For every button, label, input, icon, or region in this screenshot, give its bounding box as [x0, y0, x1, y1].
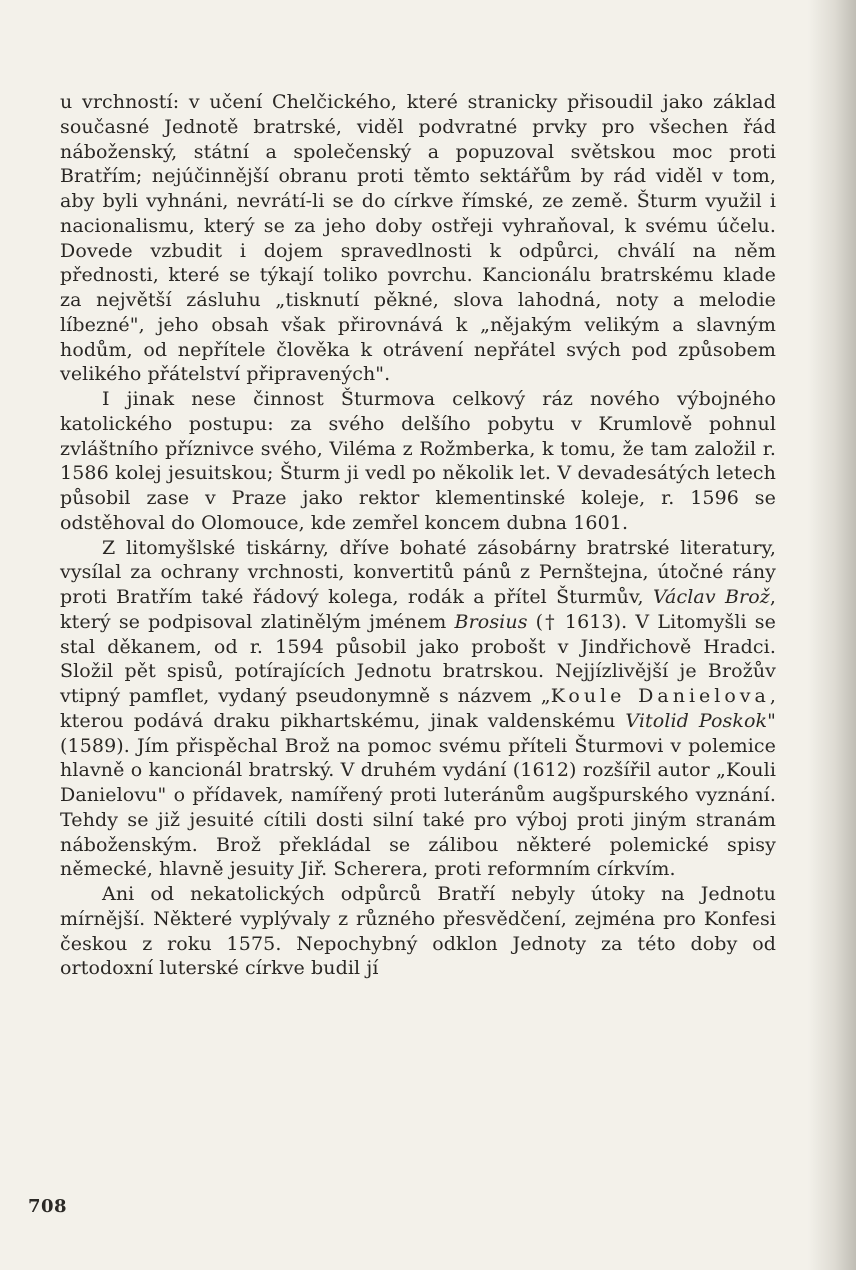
- book-title-spaced: Koule Danielova: [550, 685, 770, 707]
- paragraph-2-text: I jinak nese činnost Šturmova celkový ráz nového výbojného katolického postupu: za svého delšího pobytu v Krumlově pohnul zvláštního příznivce svého, Viléma z Rožmberka, k tomu, že tam založil r. 1586 kolej jesuitskou; Šturm ji vedl po několik let. V devadesátých letech působil zase v Praze jako rektor klementinské koleje, r. 1596 se odstěhoval do Olomouce, kde zemřel koncem dubna 1601.: [60, 388, 776, 534]
- body-text: [60, 90, 776, 981]
- paragraph-3-text-b: , který se podpisoval zlatinělým jménem: [60, 586, 776, 633]
- paragraph-1: [60, 90, 776, 387]
- latin-name-italic: Brosius: [454, 610, 528, 633]
- author-name-italic: Václav Brož: [652, 586, 770, 608]
- page-edge-shadow: [808, 0, 856, 1270]
- paragraph-3-text-c: († 1613). V Litomyšli se stal děkanem, od r. 1594 působil jako probošt v Jindřichově Hradci. Složil pět spisů, potírajících Jednotu bratrskou. Nejjízlivější je Brožův vtipný pamflet, vydaný pseudonymně s názvem „: [60, 610, 776, 707]
- paragraph-4-text: Ani od nekatolických odpůrců Bratří nebyly útoky na Jednotu mírnější. Některé vyplývaly z různého přesvědčení, zejména pro Konfesi českou z roku 1575. Nepochybný odklon Jednoty za této doby od ortodoxní luterské církve budil jí: [60, 883, 776, 980]
- paragraph-3-text-a: Z litomyšlské tiskárny, dříve bohaté zásobárny bratrské literatury, vysílal za ochrany vrchnosti, konvertitů pánů z Pernštejna, útočné rány proti Bratřím také řádový kolega, rodák a přítel Šturmův,: [60, 536, 776, 608]
- paragraph-3-text-e: " (1589). Jím přispěchal Brož na pomoc svému příteli Šturmovi v polemice hlavně o kancionál bratrský. V druhém vydání (1612) rozšířil autor „Kouli Danielovu" o přídavek, namířený proti luteránům augšpurského vyznání. Tehdy se již jesuité cítili dosti silní také pro výboj proti jiným stranám náboženským. Brož překládal se zálibou některé polemické spisy německé, hlavně jesuity Jiř. Scherera, proti reformním církvím.: [60, 709, 776, 881]
- paragraph-3: [60, 536, 776, 883]
- paragraph-1-text: u vrchností: v učení Chelčického, které stranicky přisoudil jako základ současné Jednotě bratrské, viděl podvratné prvky pro všechen řád náboženský, státní a společenský a popuzoval světskou moc proti Bratřím; nejúčinnější obranu proti těmto sektářům by rád viděl v tom, aby byli vyhnáni, nevrátí-li se do církve římské, ze země. Šturm využil i nacionalismu, který se za jeho doby ostřeji vyhraňoval, k svému účelu. Dovede vzbudit i dojem spravedlnosti k odpůrci, chválí na něm přednosti, které se týkají toliko povrchu. Kancionálu bratrskému klade za největší zásluhu „tisknutí pěkné, slova lahodná, noty a melodie líbezné", jeho obsah však přirovnává k „nějakým velikým a slavným hodům, od nepřítele člověka k otrávení nepřátel svých pod způsobem velikého přátelství připravených".: [60, 91, 776, 386]
- pseudonym-italic: Vitolid Poskok: [625, 709, 768, 732]
- paragraph-3-text-d: , kterou podává draku pikhartskému, jinak valdenskému: [60, 685, 776, 732]
- paragraph-4: [60, 882, 776, 981]
- paragraph-2: [60, 387, 776, 536]
- page-number: 708: [28, 1196, 68, 1217]
